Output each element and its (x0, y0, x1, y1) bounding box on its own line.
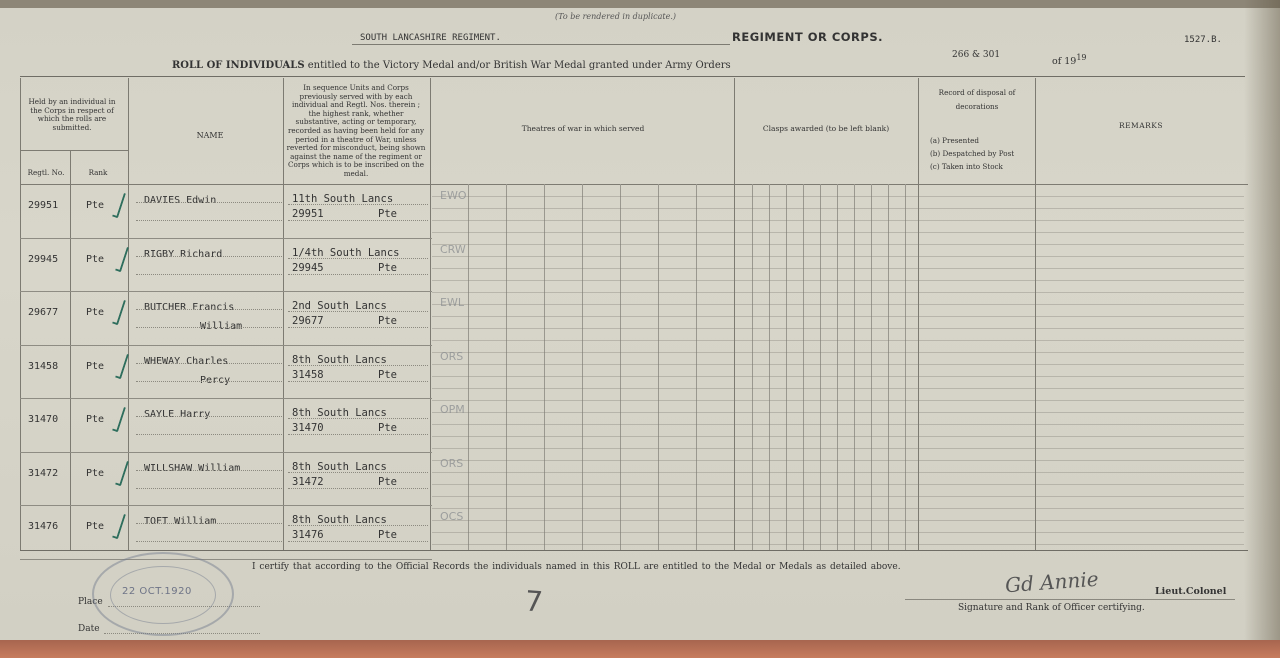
name-continued-cell: Percy (200, 375, 231, 386)
unit-number-cell: 29945 (292, 262, 324, 274)
unit-number-cell: 31476 (292, 529, 324, 541)
units-served-header: In sequence Units and Corps previously served with by each individual and Regtl. Nos. therein ; the highest rank, whether substantive, acting or temporary, recorded as having been held for any period in a theatre of War, unless reverted for misconduct, being shown against the name of the regiment or Corps which is to be inscribed on the medal. (286, 83, 426, 178)
col-border-left (20, 78, 21, 550)
unit-rank-cell: Pte (378, 369, 397, 381)
green-check-icon (115, 353, 129, 380)
ruled-line (432, 328, 1244, 329)
ruled-line (432, 472, 1244, 473)
ruled-line (432, 436, 1244, 437)
dotted-guide-line (136, 220, 282, 221)
dotted-guide-line (288, 274, 428, 275)
unit-rank-cell: Pte (378, 262, 397, 274)
roll-title (172, 60, 731, 71)
roll-title-rest: entitled to the Victory Medal and/or British War Medal granted under Army Orders (307, 60, 731, 71)
table-bottom-rule (20, 550, 1248, 551)
regtl-no-cell: 29951 (28, 200, 59, 211)
army-orders-ref: 266 & 301 (952, 50, 1001, 60)
unit-cell: 11th South Lancs (292, 193, 394, 205)
green-check-icon (112, 192, 126, 219)
regiment-underline (352, 44, 730, 45)
dotted-guide-line (136, 434, 282, 435)
ruled-line (432, 316, 1244, 317)
disposal-stock: (c) Taken into Stock (930, 162, 1003, 171)
unit-number-cell: 31458 (292, 369, 324, 381)
remarks-header: REMARKS (1118, 121, 1164, 130)
unit-cell: 8th South Lancs (292, 407, 387, 419)
held-by-header: Held by an individual in the Corps in respect of which the rolls are submitted. (28, 97, 116, 132)
ruled-line (432, 460, 1244, 461)
dotted-guide-line (288, 258, 428, 259)
green-check-icon (112, 406, 126, 433)
green-check-icon (112, 299, 126, 326)
dotted-guide-line (136, 523, 282, 524)
ruled-line (432, 280, 1244, 281)
disposal-despatched: (b) Despatched by Post (930, 149, 1015, 158)
row-separator (20, 559, 432, 560)
signature-label: Signature and Rank of Officer certifying. (958, 603, 1145, 613)
date-label: Date (78, 624, 100, 634)
ruled-line (432, 196, 1244, 197)
dotted-guide-line (288, 204, 428, 205)
stamp-date: 22 OCT.1920 (122, 586, 192, 597)
disposal-presented: (a) Presented (930, 136, 980, 145)
dotted-guide-line (288, 488, 428, 489)
header-bottom-rule (20, 184, 1248, 185)
regtl-no-cell: 31470 (28, 414, 59, 425)
dotted-guide-line (288, 541, 428, 542)
ruled-line (432, 220, 1244, 221)
dotted-guide-line (288, 381, 428, 382)
regtl-no-header: Regtl. No. (27, 168, 65, 177)
ruled-line (432, 340, 1244, 341)
ruled-line (432, 388, 1244, 389)
rank-label: Lieut.Colonel (1155, 586, 1227, 597)
col-disposal-remarks-divider (1035, 78, 1036, 550)
col-clasps-disposal-divider (918, 78, 919, 550)
rank-cell: Pte (86, 468, 105, 479)
clasps-header: Clasps awarded (to be left blank) (762, 124, 890, 133)
row-separator (20, 452, 432, 453)
unit-rank-cell: Pte (378, 315, 397, 327)
unit-cell: 8th South Lancs (292, 461, 387, 473)
of-year-prefix: of 19 (1052, 56, 1077, 68)
ruled-line (432, 256, 1244, 257)
ruled-line (432, 208, 1244, 209)
name-cell: WHEWAY Charles (144, 356, 229, 367)
ruled-line (432, 304, 1244, 305)
name-cell: RIGBY Richard (144, 249, 223, 260)
dotted-guide-line (288, 434, 428, 435)
dotted-guide-line (136, 274, 282, 275)
dotted-guide-line (288, 327, 428, 328)
ruled-line (432, 244, 1244, 245)
name-cell: DAVIES Edwin (144, 195, 217, 206)
page-number: 7 (523, 584, 544, 619)
row-separator (20, 505, 432, 506)
regtl-no-cell: 31458 (28, 361, 59, 372)
name-cell: SAYLE Harry (144, 409, 211, 420)
place-label: Place (78, 597, 103, 607)
unit-rank-cell: Pte (378, 422, 397, 434)
regtl-no-cell: 29677 (28, 307, 59, 318)
ruled-line (432, 424, 1244, 425)
unit-number-cell: 31472 (292, 476, 324, 488)
ruled-line (432, 484, 1244, 485)
unit-rank-cell: Pte (378, 208, 397, 220)
pencil-annotation: OCS (440, 510, 464, 523)
dotted-guide-line (288, 311, 428, 312)
held-by-subheader-rule (20, 150, 128, 151)
dotted-guide-line (288, 220, 428, 221)
pencil-annotation: ORS (440, 457, 464, 470)
dotted-guide-line (136, 488, 282, 489)
dotted-guide-line (136, 327, 282, 328)
rank-cell: Pte (86, 254, 105, 265)
unit-cell: 1/4th South Lancs (292, 247, 400, 259)
dotted-guide-line (136, 363, 282, 364)
name-continued-cell: William (200, 321, 243, 332)
rank-header: Rank (88, 168, 108, 177)
pencil-annotation: EWL (440, 296, 464, 309)
duplicate-note: (To be rendered in duplicate.) (555, 12, 677, 21)
page-stack-edge (0, 640, 1280, 658)
dotted-guide-line (136, 541, 282, 542)
ruled-line (432, 400, 1244, 401)
rank-cell: Pte (86, 361, 105, 372)
col-theatres-clasps-divider (734, 78, 735, 550)
ruled-line (432, 292, 1244, 293)
pencil-annotation: ORS (440, 350, 464, 363)
form-number: 1527.B. (1184, 35, 1222, 45)
officer-signature: Gd Annie (1004, 566, 1100, 598)
of-year (1052, 53, 1087, 67)
title-rule (20, 76, 1245, 77)
ruled-line (432, 496, 1244, 497)
unit-number-cell: 29677 (292, 315, 324, 327)
ruled-line (432, 520, 1244, 521)
unit-rank-cell: Pte (378, 476, 397, 488)
name-cell: BUTCHER Francis (144, 302, 235, 313)
rank-cell: Pte (86, 307, 105, 318)
ruled-line (432, 412, 1244, 413)
name-header: NAME (196, 131, 224, 140)
ruled-line (432, 364, 1244, 365)
name-cell: WILLSHAW William (144, 463, 241, 474)
ruled-line (432, 376, 1244, 377)
binding-shadow (1244, 0, 1280, 640)
row-separator (20, 398, 432, 399)
dotted-guide-line (136, 381, 282, 382)
roll-title-bold: ROLL OF INDIVIDUALS (172, 60, 305, 71)
rank-cell: Pte (86, 200, 105, 211)
signature-line (905, 599, 1235, 600)
ruled-line (432, 532, 1244, 533)
dotted-guide-line (288, 525, 428, 526)
dotted-guide-line (136, 202, 282, 203)
unit-cell: 8th South Lancs (292, 354, 387, 366)
rank-cell: Pte (86, 414, 105, 425)
name-cell: TOFT William (144, 516, 217, 527)
col-regtl-rank-divider (70, 150, 71, 550)
of-year-suffix: 19 (1076, 53, 1087, 62)
disposal-title: Record of disposal of decorations (938, 88, 1016, 111)
green-check-icon (115, 246, 129, 273)
regiment-or-corps-heading: REGIMENT OR CORPS. (732, 30, 883, 44)
col-rank-name-divider (128, 78, 129, 550)
row-separator (20, 345, 432, 346)
col-units-theatres-divider (430, 78, 431, 550)
certification-text: I certify that according to the Official Records the individuals named in this ROLL are entitled to the Medal or Medals as detailed above. (252, 562, 901, 572)
ruled-line (432, 352, 1244, 353)
green-check-icon (112, 513, 126, 540)
green-check-icon (115, 460, 129, 487)
ruled-line (432, 448, 1244, 449)
regtl-no-cell: 31472 (28, 468, 59, 479)
dotted-guide-line (288, 418, 428, 419)
unit-rank-cell: Pte (378, 529, 397, 541)
theatres-header: Theatres of war in which served (521, 124, 645, 133)
rank-cell: Pte (86, 521, 105, 532)
dotted-guide-line (136, 416, 282, 417)
unit-number-cell: 31470 (292, 422, 324, 434)
ruled-line (432, 232, 1244, 233)
pencil-annotation: CRW (440, 243, 466, 256)
pencil-annotation: EWO (440, 189, 467, 202)
ruled-line (432, 544, 1244, 545)
unit-cell: 8th South Lancs (292, 514, 387, 526)
dotted-guide-line (136, 256, 282, 257)
ruled-line (432, 268, 1244, 269)
regtl-no-cell: 31476 (28, 521, 59, 532)
pencil-annotation: OPM (440, 403, 465, 416)
dotted-guide-line (136, 470, 282, 471)
ruled-line (432, 508, 1244, 509)
row-separator (20, 291, 432, 292)
dotted-guide-line (288, 365, 428, 366)
regtl-no-cell: 29945 (28, 254, 59, 265)
unit-number-cell: 29951 (292, 208, 324, 220)
regiment-name: SOUTH LANCASHIRE REGIMENT. (360, 33, 501, 43)
dotted-guide-line (136, 309, 282, 310)
unit-cell: 2nd South Lancs (292, 300, 387, 312)
dotted-guide-line (288, 472, 428, 473)
page-top-edge (0, 0, 1280, 8)
col-name-units-divider (283, 78, 284, 550)
row-separator (20, 238, 432, 239)
